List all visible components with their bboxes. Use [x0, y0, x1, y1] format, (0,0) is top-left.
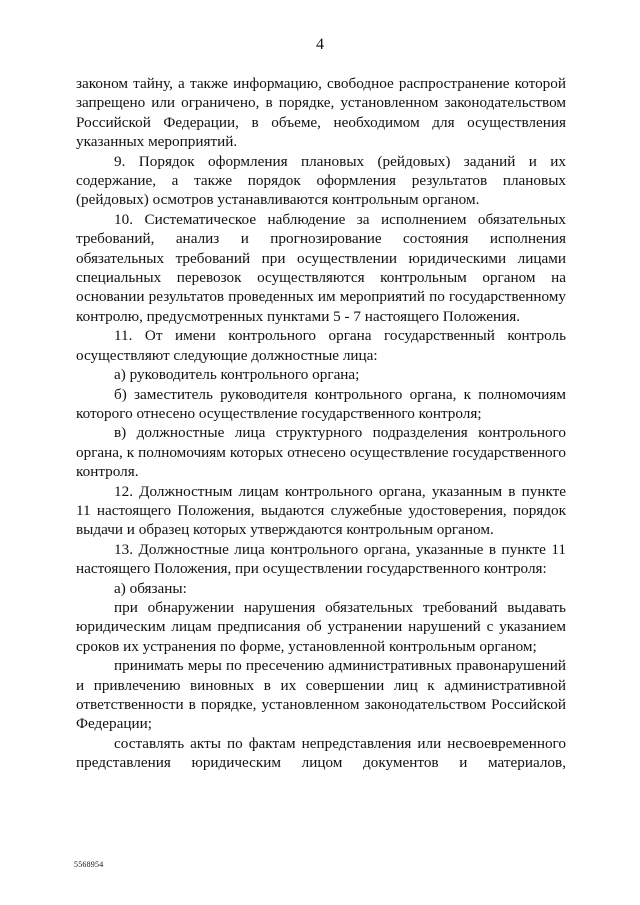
- paragraph-item-11-a: а) руководитель контрольного органа;: [114, 366, 360, 384]
- paragraph-item-11-v: в) должностные лица структурного подразделения контрольного органа, к полномочиям которых отнесено осуществление государственного контроля.: [76, 424, 566, 481]
- paragraph-duty-1: при обнаружении нарушения обязательных требований выдавать юридическим лицам предписания об устранении нарушений с указанием сроков их устранения по форме, установленной контрольным органом;: [76, 598, 566, 655]
- paragraph-item-12: 12. Должностным лицам контрольного органа, указанным в пункте 11 настоящего Положения, выдаются служебные удостоверения, порядок выдачи и образец которых утверждаются контрольным органом.: [76, 482, 566, 539]
- paragraph-item-13-a: а) обязаны:: [114, 579, 187, 597]
- paragraph-item-10: 10. Систематическое наблюдение за исполнением обязательных требований, анализ и прогнозирование состояния исполнения обязательных требований при осуществлении юридическими лицами специальных перевозок осуществляются контрольным органом на основании результатов проведенных им мероприятий по государственному контролю, предусмотренных пунктами 5 - 7 настоящего Положения.: [76, 210, 566, 325]
- paragraph-duty-2: принимать меры по пресечению административных правонарушений и привлечению виновных в их совершении лиц к административной ответственности в порядке, установленном законодательством Российской Федерации;: [76, 657, 566, 733]
- paragraph-continuation: законом тайну, а также информацию, свободное распространение которой запрещено или ограничено, в порядке, установленном законодательством Российской Федерации, в объеме, необходимом для осуществления указанных мероприятий.: [76, 75, 566, 151]
- page-number: 4: [316, 36, 324, 53]
- paragraph-item-9: 9. Порядок оформления плановых (рейдовых) заданий и их содержание, а также порядок оформления результатов плановых (рейдовых) осмотров устанавливаются контрольным органом.: [76, 152, 566, 209]
- paragraph-item-11-b: б) заместитель руководителя контрольного органа, к полномочиям которого отнесено осуществление государственного контроля;: [76, 385, 566, 422]
- footer-document-code: 5568954: [74, 860, 104, 869]
- paragraph-item-13: 13. Должностные лица контрольного органа, указанные в пункте 11 настоящего Положения, при осуществлении государственного контроля:: [76, 540, 566, 578]
- paragraph-item-11: 11. От имени контрольного органа государственный контроль осуществляют следующие должностные лица:: [76, 327, 566, 364]
- paragraph-duty-3: составлять акты по фактам непредставления или несвоевременного представления юридическим лицом документов и материалов,: [76, 734, 566, 772]
- document-body: [76, 74, 566, 773]
